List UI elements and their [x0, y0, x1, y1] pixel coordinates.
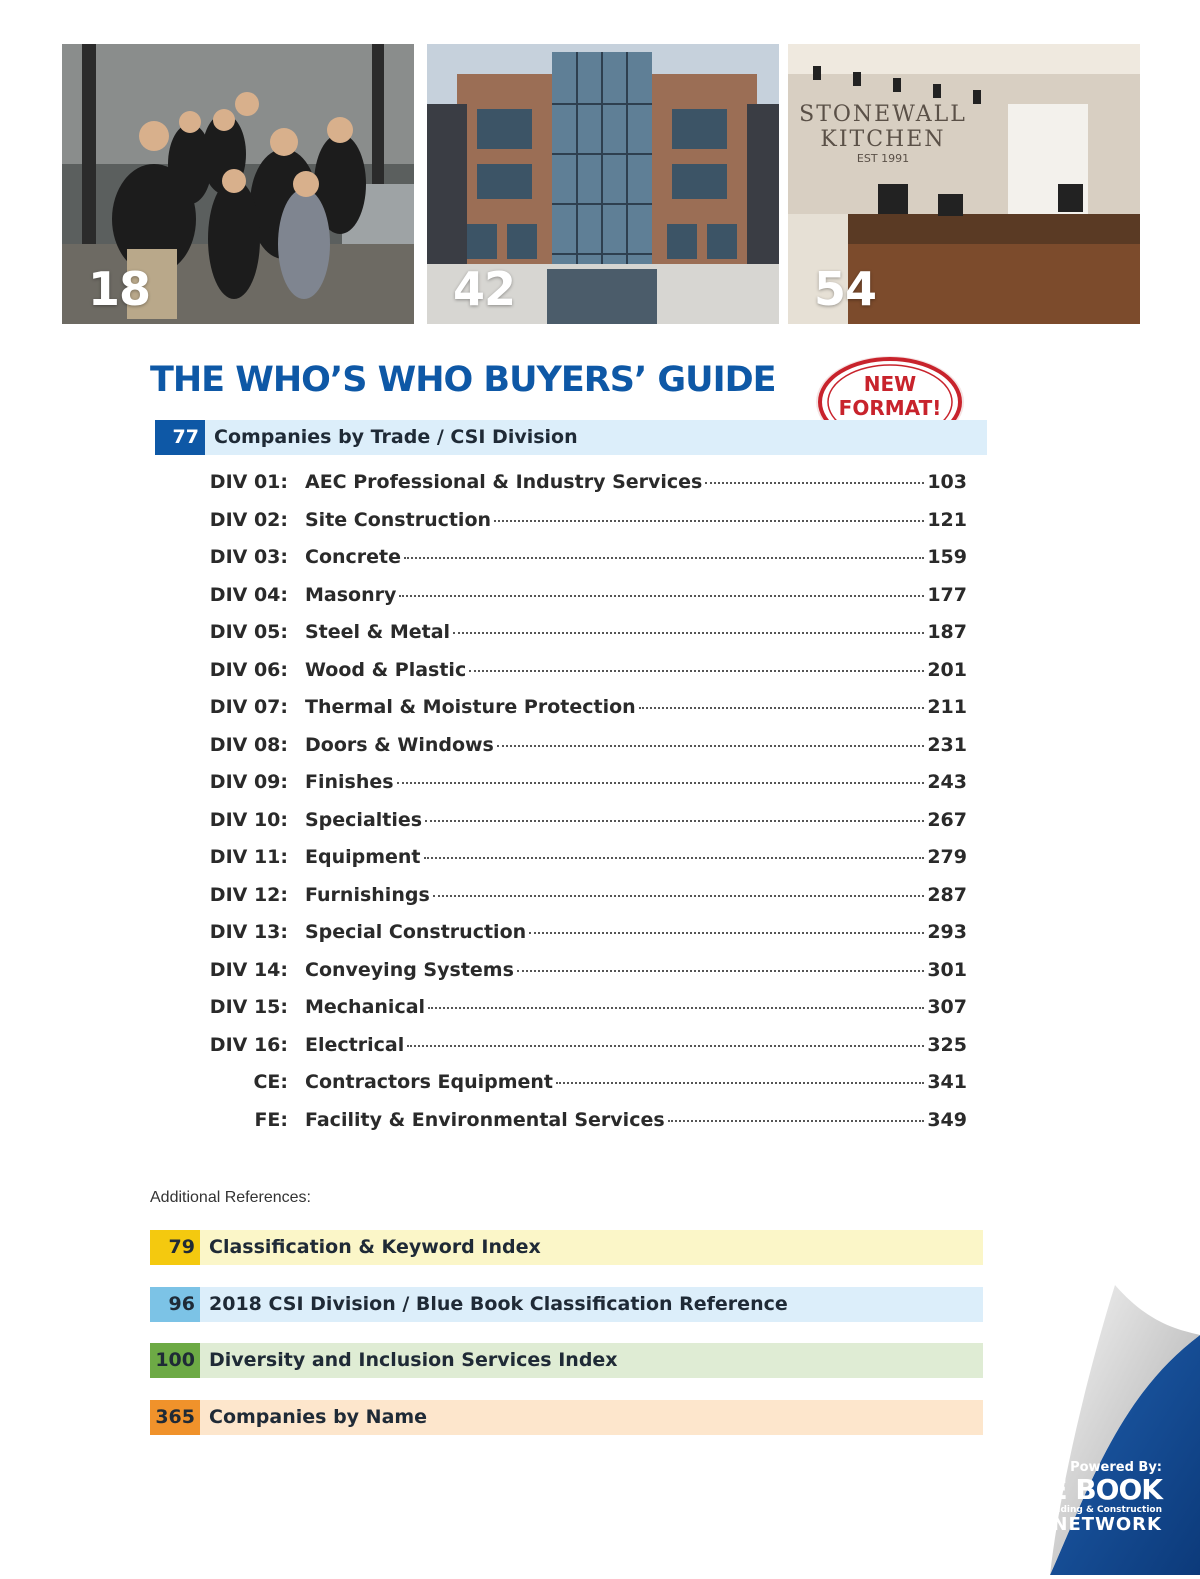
toc-row[interactable] — [0, 878, 1200, 915]
toc-page: 293 — [927, 921, 967, 943]
leader-dots — [399, 595, 924, 597]
toc-page: 243 — [927, 771, 967, 793]
toc-code: DIV 07: — [209, 696, 288, 718]
page-number-label: 42 — [453, 262, 516, 316]
toc-name: Facility & Environmental Services — [305, 1108, 665, 1131]
office-building-photo — [427, 44, 779, 324]
toc-row[interactable] — [0, 465, 1200, 502]
badge-line: FORMAT! — [838, 396, 942, 420]
page-number-label: 54 — [814, 262, 877, 316]
toc-page: 267 — [927, 808, 967, 831]
toc-name: Site Construction — [305, 508, 492, 531]
toc-page: 121 — [927, 508, 967, 531]
reference-row[interactable] — [150, 1343, 983, 1378]
toc-page: 211 — [927, 696, 967, 718]
toc-name: Steel & Metal — [305, 621, 451, 643]
leader-dots — [433, 895, 925, 897]
badge-line: NEW — [863, 372, 917, 396]
toc-name: Equipment — [305, 846, 421, 868]
reference-page-number: 365 — [150, 1400, 200, 1435]
toc-code: CE: — [253, 1071, 288, 1093]
toc-row[interactable] — [0, 1065, 1200, 1102]
toc-code: DIV 05: — [209, 621, 288, 643]
toc-page: 231 — [927, 733, 967, 756]
leader-dots — [494, 520, 924, 522]
leader-dots — [404, 557, 924, 559]
toc-page: 349 — [927, 1108, 967, 1131]
toc-row[interactable] — [0, 953, 1200, 990]
toc-row[interactable] — [0, 503, 1200, 540]
reference-page-number: 79 — [150, 1230, 200, 1265]
logo-network: NETWORK — [1052, 1514, 1162, 1535]
toc-name: Electrical — [305, 1033, 405, 1056]
toc-code: DIV 06: — [209, 658, 288, 681]
toc-page: 159 — [927, 546, 967, 568]
reference-page-number: 96 — [150, 1287, 200, 1322]
leader-dots — [639, 707, 925, 709]
toc-page: 341 — [927, 1071, 967, 1093]
toc-code: DIV 08: — [209, 733, 288, 756]
toc-code: DIV 01: — [209, 471, 288, 493]
toc-row[interactable] — [0, 840, 1200, 877]
leader-dots — [407, 1045, 924, 1047]
toc-row[interactable] — [0, 990, 1200, 1027]
toc-page: 187 — [927, 621, 967, 643]
section-label: Companies by Trade / CSI Division — [214, 426, 578, 448]
powered-by-text: Powered By: — [1070, 1460, 1162, 1475]
toc-row[interactable] — [0, 690, 1200, 727]
logo-subtitle: Building & Construction — [1041, 1505, 1162, 1515]
toc-row[interactable] — [0, 653, 1200, 690]
leader-dots — [469, 670, 924, 672]
page-number-label: 18 — [88, 262, 151, 316]
leader-dots — [397, 782, 925, 784]
reference-row[interactable] — [150, 1400, 983, 1435]
toc-row[interactable] — [0, 803, 1200, 840]
reference-label: Diversity and Inclusion Services Index — [209, 1349, 618, 1371]
toc-name: Furnishings — [305, 883, 430, 906]
store-interior-photo — [788, 44, 1140, 324]
toc-code: DIV 14: — [209, 958, 288, 981]
leader-dots — [556, 1082, 924, 1084]
toc-code: FE: — [254, 1108, 288, 1131]
toc-page: 287 — [927, 883, 967, 906]
page-title: THE WHO’S WHO BUYERS’ GUIDE — [150, 360, 776, 400]
toc-code: DIV 09: — [209, 771, 288, 793]
toc-row[interactable] — [0, 1103, 1200, 1140]
toc-row[interactable] — [0, 765, 1200, 802]
section-page-number: 77 — [155, 420, 205, 455]
toc-name: Wood & Plastic — [305, 658, 467, 681]
toc-code: DIV 13: — [209, 921, 288, 943]
reference-page-number: 100 — [150, 1343, 200, 1378]
toc-code: DIV 04: — [209, 583, 288, 606]
toc-page: 201 — [927, 658, 967, 681]
leader-dots — [424, 857, 925, 859]
reference-label: 2018 CSI Division / Blue Book Classification Reference — [209, 1293, 788, 1315]
toc-page: 301 — [927, 958, 967, 981]
toc-row[interactable] — [0, 728, 1200, 765]
toc-row[interactable] — [0, 915, 1200, 952]
toc-row[interactable] — [0, 615, 1200, 652]
reference-row[interactable] — [150, 1230, 983, 1265]
leader-dots — [453, 632, 924, 634]
leader-dots — [497, 745, 924, 747]
reference-label: Classification & Keyword Index — [209, 1236, 541, 1258]
leader-dots — [425, 820, 924, 822]
toc-page: 279 — [927, 846, 967, 868]
leader-dots — [428, 1007, 924, 1009]
leader-dots — [668, 1120, 925, 1122]
toc-row[interactable] — [0, 1028, 1200, 1065]
toc-code: DIV 15: — [209, 996, 288, 1018]
toc-name: Finishes — [305, 771, 394, 793]
leader-dots — [705, 482, 924, 484]
section-header[interactable] — [155, 420, 987, 455]
toc-row[interactable] — [0, 578, 1200, 615]
toc-name: Special Construction — [305, 921, 527, 943]
toc-code: DIV 10: — [209, 808, 288, 831]
page-curl-logo-area — [940, 1285, 1200, 1575]
toc-name: Conveying Systems — [305, 958, 514, 981]
toc-page: 103 — [927, 471, 967, 493]
toc-page: 177 — [927, 583, 967, 606]
toc-name: Doors & Windows — [305, 733, 494, 756]
sign-text: KITCHEN — [820, 127, 946, 152]
blue-book-logo: BLUE BOOK — [990, 1473, 1162, 1506]
reference-row[interactable] — [150, 1287, 983, 1322]
toc-code: DIV 02: — [209, 508, 288, 531]
leader-dots — [529, 932, 924, 934]
leader-dots — [517, 970, 924, 972]
team-photo — [62, 44, 414, 324]
toc-code: DIV 11: — [209, 846, 288, 868]
additional-references-label: Additional References: — [150, 1189, 311, 1206]
toc-name: Specialties — [305, 808, 423, 831]
toc-row[interactable] — [0, 540, 1200, 577]
toc-code: DIV 12: — [209, 883, 288, 906]
reference-label: Companies by Name — [209, 1406, 428, 1428]
toc-code: DIV 16: — [209, 1033, 288, 1056]
toc-name: Mechanical — [305, 996, 426, 1018]
toc-name: Concrete — [305, 546, 402, 568]
toc-page: 325 — [927, 1033, 967, 1056]
sign-text: STONEWALL — [799, 102, 967, 127]
toc-page: 307 — [927, 996, 967, 1018]
toc-name: Contractors Equipment — [305, 1071, 554, 1093]
toc-name: AEC Professional & Industry Services — [305, 471, 703, 493]
toc-code: DIV 03: — [209, 546, 288, 568]
sign-text: EST 1991 — [856, 152, 910, 165]
toc-name: Masonry — [305, 583, 397, 606]
toc-name: Thermal & Moisture Protection — [305, 696, 636, 718]
